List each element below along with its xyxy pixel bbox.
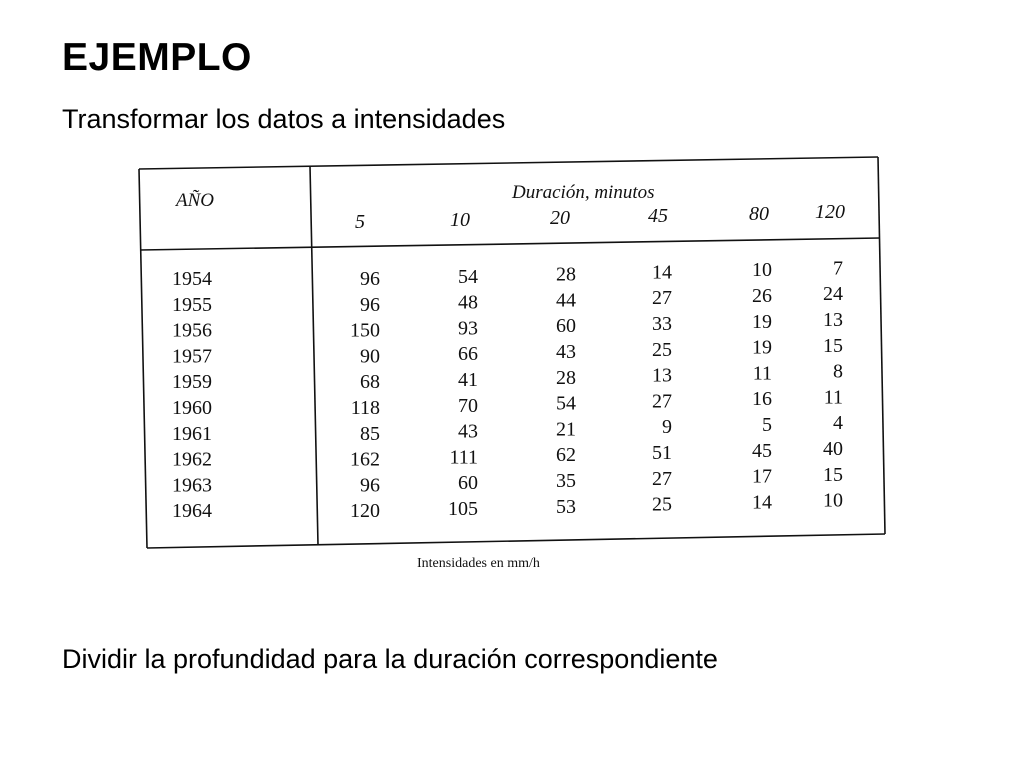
intensity-cell: 96: [360, 474, 380, 497]
table-border-lines: [139, 157, 885, 548]
intensity-cell: 7: [833, 257, 843, 280]
duration-header-10: 10: [450, 209, 470, 231]
intensity-cell: 85: [360, 422, 380, 445]
slide-title: EJEMPLO: [62, 36, 252, 79]
table-column-divider: [310, 166, 318, 545]
intensity-cell: 4: [833, 412, 843, 435]
year-cell-1957: 1957: [172, 345, 212, 368]
year-cell-1962: 1962: [172, 448, 212, 471]
intensity-cell: 21: [556, 418, 576, 441]
intensity-cell: 27: [652, 467, 672, 490]
intensity-table: [172, 182, 845, 571]
intensity-cell: 35: [556, 470, 576, 492]
intensity-cell: 93: [458, 317, 478, 340]
intensity-cell: 41: [458, 369, 478, 391]
year-cell-1963: 1963: [172, 474, 212, 497]
year-cell-1959: 1959: [172, 371, 212, 394]
intensity-cell: 11: [752, 362, 772, 385]
intensity-cell: 15: [823, 334, 843, 357]
intensity-cell: 150: [350, 319, 380, 342]
intensity-cell: 44: [556, 289, 576, 312]
intensity-cell: 120: [350, 500, 380, 523]
intensity-cell: 14: [652, 261, 672, 284]
intensity-cell: 24: [823, 283, 843, 306]
intensity-cell: 9: [662, 416, 672, 439]
intensity-cell: 15: [823, 463, 843, 486]
intensity-cell: 62: [556, 444, 576, 467]
intensity-cell: 70: [458, 394, 478, 417]
intensity-cell: 27: [652, 390, 672, 413]
intensity-cell: 19: [752, 310, 772, 333]
intensity-cell: 105: [448, 498, 478, 520]
duration-column-header: Duración, minutos: [512, 182, 655, 203]
intensity-cell: 14: [752, 491, 772, 514]
duration-header-120: 120: [815, 201, 845, 223]
intensity-cell: 10: [752, 259, 772, 282]
intensity-cell: 19: [752, 336, 772, 359]
slide-subtitle: Transformar los datos a intensidades: [62, 104, 506, 134]
year-cell-1956: 1956: [172, 319, 212, 342]
intensity-cell: 54: [458, 265, 478, 288]
duration-header-80: 80: [749, 203, 769, 225]
intensity-cell: 5: [762, 414, 772, 436]
intensity-cell: 53: [556, 495, 576, 518]
intensity-cell: 48: [458, 291, 478, 314]
table-header-divider: [140, 238, 880, 250]
intensity-cell: 28: [556, 263, 576, 286]
intensity-cell: 13: [652, 364, 672, 387]
intensity-cell: 66: [458, 343, 478, 366]
table-caption: Intensidades en mm/h: [417, 556, 540, 571]
year-cell-1961: 1961: [172, 422, 212, 445]
intensity-cell: 96: [360, 268, 380, 290]
intensity-cell: 111: [449, 446, 478, 469]
intensity-cell: 45: [752, 439, 772, 462]
table-left-border: [139, 169, 147, 548]
intensity-cell: 25: [652, 493, 672, 516]
intensity-cell: 40: [823, 438, 843, 460]
table-right-border: [878, 157, 885, 534]
intensity-cell: 60: [458, 472, 478, 495]
year-cell-1955: 1955: [172, 293, 212, 316]
intensity-cell: 162: [350, 448, 380, 471]
intensity-cell: 118: [350, 397, 380, 419]
intensity-cell: 43: [458, 420, 478, 443]
table-top-border: [139, 157, 878, 169]
intensity-cell: 13: [823, 309, 843, 331]
intensity-cell: 54: [556, 392, 576, 415]
intensity-cell: 11: [823, 386, 843, 409]
intensity-cell: 27: [652, 287, 672, 310]
intensity-cell: 8: [833, 360, 843, 383]
year-column-header: AÑO: [176, 190, 214, 211]
duration-header-5: 5: [355, 211, 365, 233]
intensity-cell: 17: [752, 465, 772, 488]
intensity-cell: 10: [823, 489, 843, 512]
intensity-cell: 16: [752, 388, 772, 411]
year-cell-1954: 1954: [172, 268, 212, 290]
intensity-cell: 26: [752, 285, 772, 307]
year-cell-1960: 1960: [172, 397, 212, 419]
duration-header-45: 45: [648, 205, 668, 227]
intensity-cell: 25: [652, 338, 672, 361]
duration-header-20: 20: [550, 207, 570, 229]
intensity-cell: 68: [360, 371, 380, 394]
intensity-cell: 43: [556, 341, 576, 363]
intensity-cell: 51: [652, 442, 672, 464]
intensity-cell: 60: [556, 315, 576, 338]
table-bottom-border: [147, 534, 885, 548]
slide-footer-text: Dividir la profundidad para la duración correspondiente: [62, 644, 718, 674]
intensity-cell: 96: [360, 293, 380, 316]
intensity-cell: 33: [652, 313, 672, 335]
intensity-cell: 90: [360, 345, 380, 368]
year-cell-1964: 1964: [172, 500, 212, 523]
intensity-cell: 28: [556, 366, 576, 389]
